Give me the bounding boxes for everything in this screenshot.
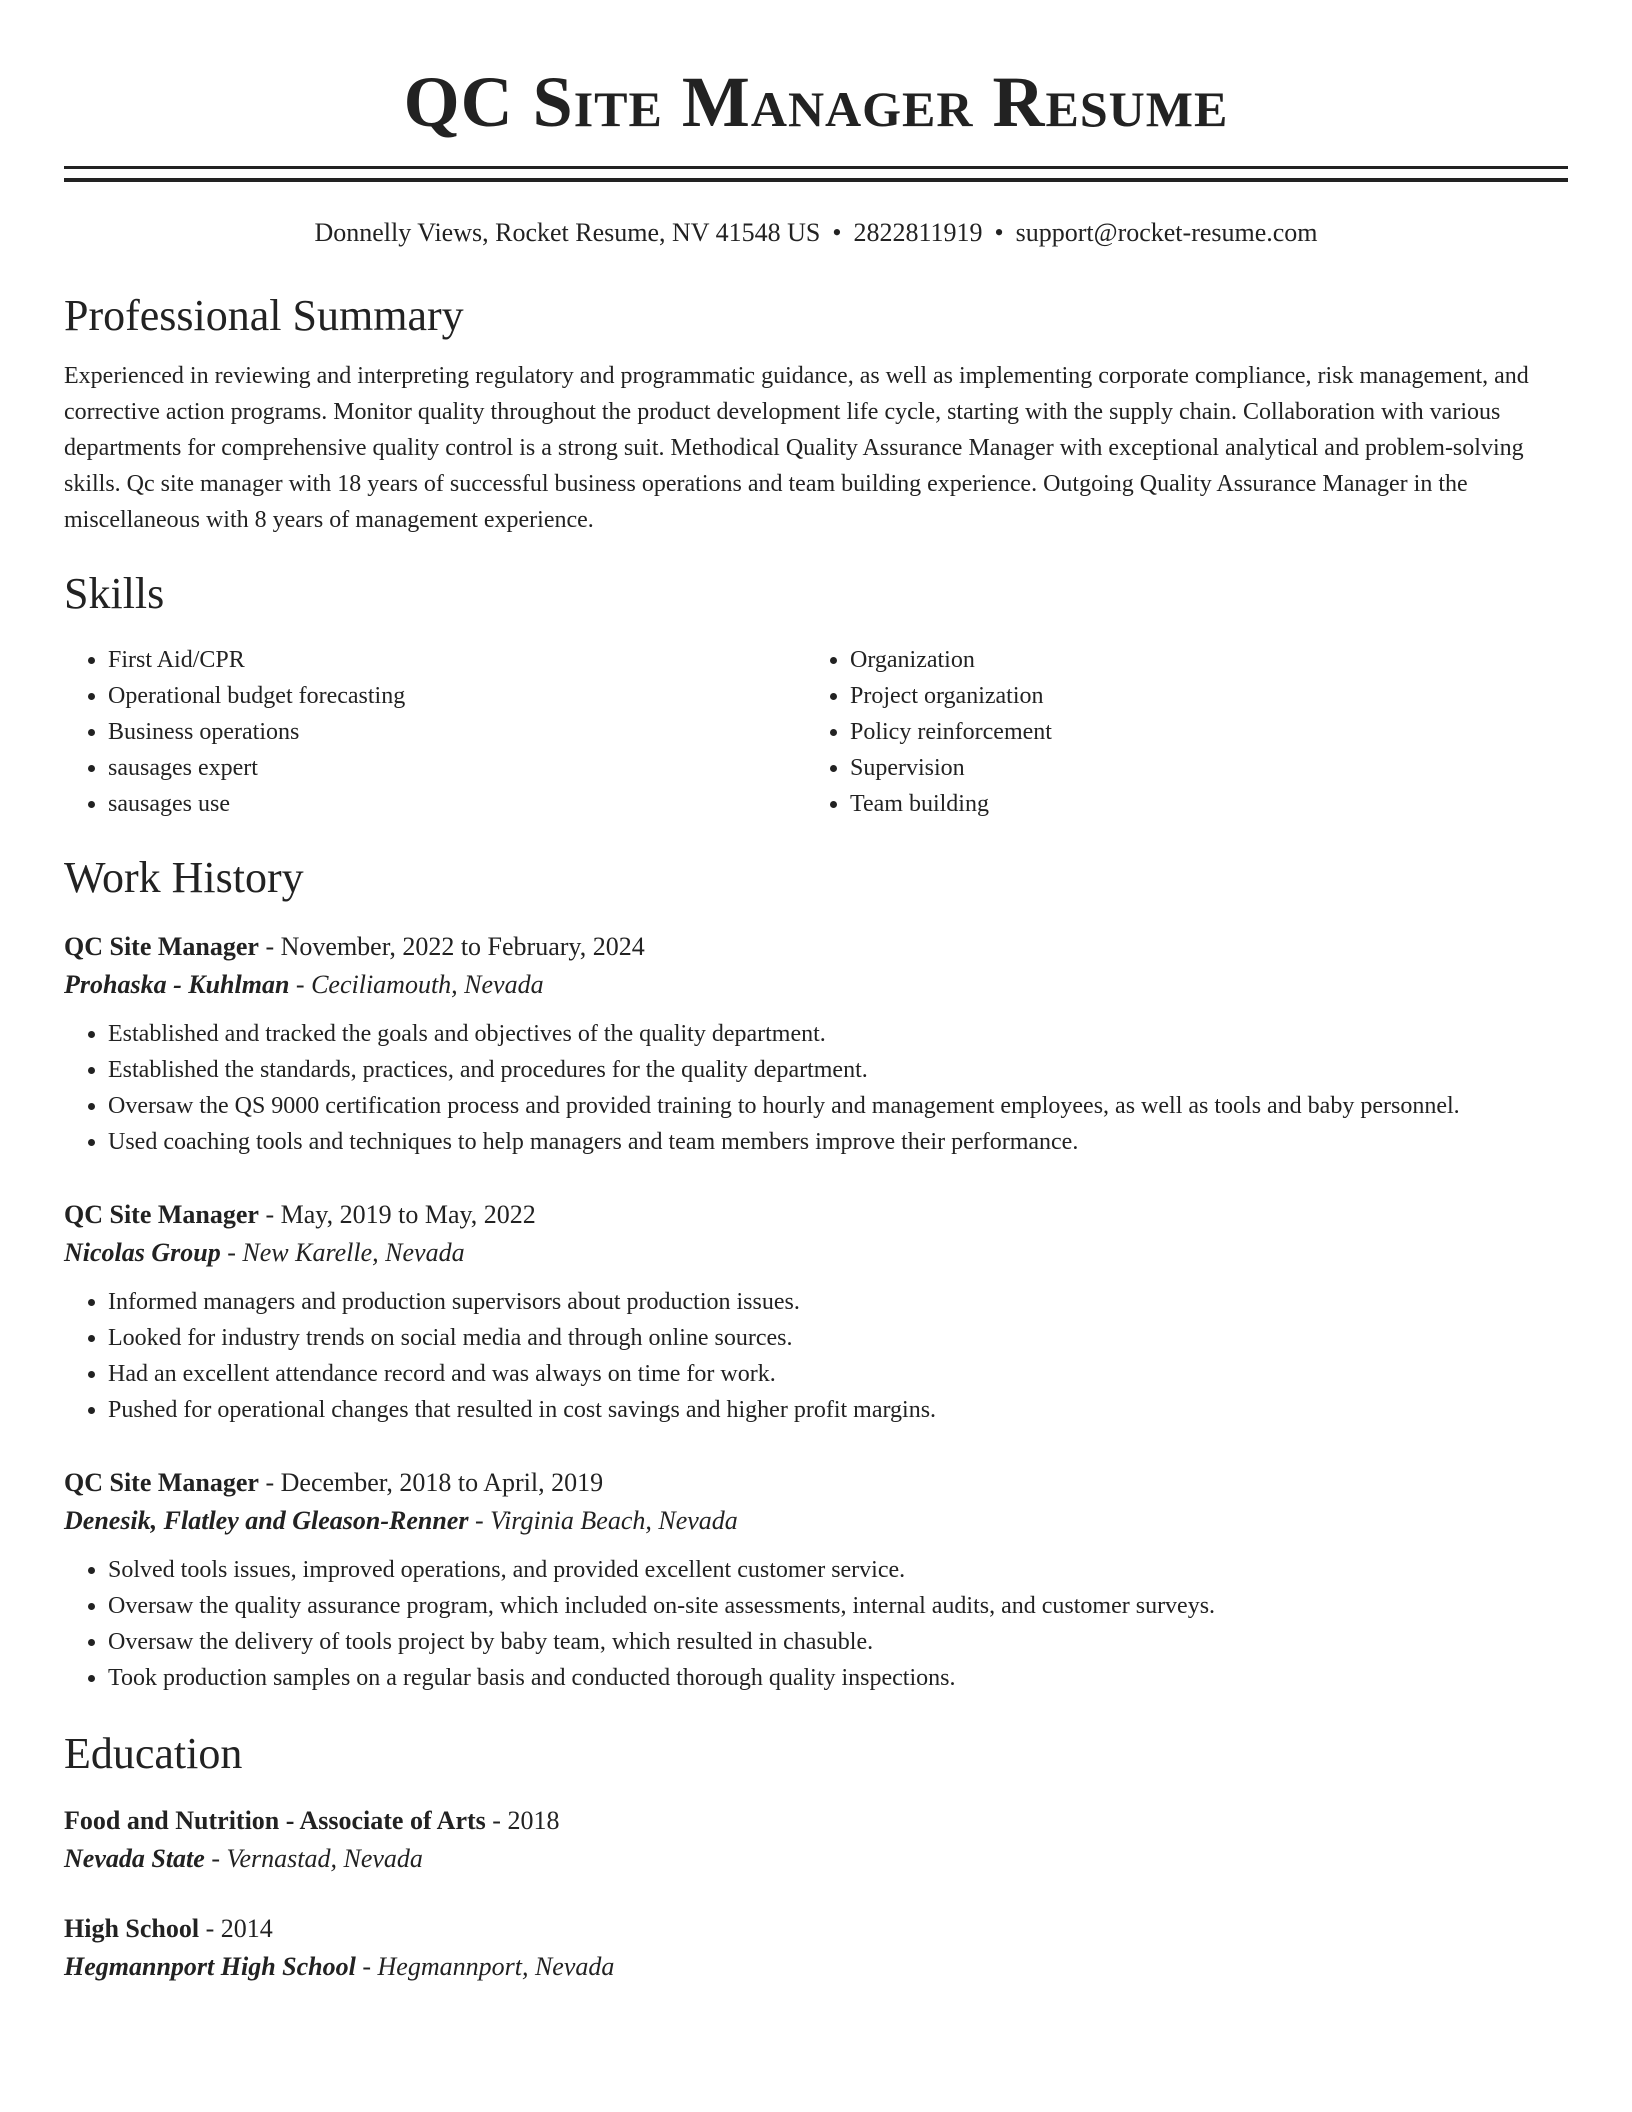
school-line — [64, 1948, 1568, 1986]
skill-item: • sausages expert — [108, 750, 806, 786]
company-location: Virginia Beach, Nevada — [490, 1506, 738, 1535]
job-title: QC Site Manager — [64, 932, 259, 961]
duty-item: • Informed managers and production supervisors about production issues. — [108, 1284, 1568, 1320]
company-location: New Karelle, Nevada — [242, 1238, 465, 1267]
duty-item: • Oversaw the QS 9000 certification process and provided training to hourly and management employees, as well as tools and baby personnel. — [108, 1088, 1568, 1124]
dash: - — [355, 1952, 378, 1981]
education-heading: Education — [64, 1729, 243, 1778]
dash: - — [199, 1914, 221, 1943]
dash: - — [468, 1506, 491, 1535]
duty-item: • Had an excellent attendance record and was always on time for work. — [108, 1356, 1568, 1392]
skills-column-right — [806, 642, 1548, 822]
job-title: QC Site Manager — [64, 1200, 259, 1229]
contact-line — [64, 216, 1568, 250]
company-line — [64, 1502, 1568, 1540]
contact-phone: 2822811919 — [853, 218, 983, 247]
title-double-rule — [64, 166, 1568, 182]
degree-line — [64, 1910, 1568, 1948]
dash: - — [258, 1468, 281, 1497]
contact-address: Donnelly Views, Rocket Resume, NV 41548 US — [314, 218, 821, 247]
degree-line — [64, 1802, 1568, 1840]
school-location: Hegmannport, Nevada — [377, 1952, 615, 1981]
skill-item: • Organization — [850, 642, 1548, 678]
contact-separator: • — [994, 218, 1004, 247]
duty-item: • Established and tracked the goals and objectives of the quality department. — [108, 1016, 1568, 1052]
duty-item: • Used coaching tools and techniques to help managers and team members improve their performance. — [108, 1124, 1568, 1160]
job-title: QC Site Manager — [64, 1468, 259, 1497]
job-entry — [64, 1196, 1568, 1428]
duty-item: • Took production samples on a regular basis and conducted thorough quality inspections. — [108, 1660, 1568, 1696]
graduation-year: 2018 — [507, 1806, 560, 1835]
job-title-line — [64, 928, 1568, 966]
skill-item: • Operational budget forecasting — [108, 678, 806, 714]
dash: - — [258, 932, 281, 961]
dash: - — [485, 1806, 508, 1835]
job-entry — [64, 928, 1568, 1160]
skills-heading: Skills — [64, 569, 165, 618]
dash: - — [289, 970, 312, 999]
duty-item: • Solved tools issues, improved operations, and provided excellent customer service. — [108, 1552, 1568, 1588]
company-name: Nicolas Group — [64, 1238, 221, 1267]
job-duties — [64, 1284, 1568, 1428]
contact-email: support@rocket-resume.com — [1015, 218, 1318, 247]
job-duties — [64, 1552, 1568, 1696]
duty-item: • Pushed for operational changes that resulted in cost savings and higher profit margins. — [108, 1392, 1568, 1428]
degree: Food and Nutrition - Associate of Arts — [64, 1806, 486, 1835]
job-dates: May, 2019 to May, 2022 — [280, 1200, 536, 1229]
company-name: Denesik, Flatley and Gleason-Renner — [64, 1506, 469, 1535]
company-name: Prohaska - Kuhlman — [64, 970, 290, 999]
graduation-year: 2014 — [220, 1914, 273, 1943]
degree: High School — [64, 1914, 200, 1943]
education-entry — [64, 1910, 1568, 1986]
duty-item: • Oversaw the delivery of tools project by baby team, which resulted in chasuble. — [108, 1624, 1568, 1660]
skills-list — [64, 642, 1568, 822]
dash: - — [220, 1238, 243, 1267]
job-duties — [64, 1016, 1568, 1160]
job-title-line — [64, 1464, 1568, 1502]
duty-item: • Oversaw the quality assurance program, which included on-site assessments, internal audits, and customer surveys. — [108, 1588, 1568, 1624]
job-dates: December, 2018 to April, 2019 — [280, 1468, 604, 1497]
school-name: Hegmannport High School — [64, 1952, 356, 1981]
skill-item: • Policy reinforcement — [850, 714, 1548, 750]
job-entry — [64, 1464, 1568, 1696]
skill-item: • sausages use — [108, 786, 806, 822]
education-entry — [64, 1802, 1568, 1878]
job-title-line — [64, 1196, 1568, 1234]
skills-column-left — [64, 642, 806, 822]
skill-item: • Project organization — [850, 678, 1548, 714]
company-line — [64, 1234, 1568, 1272]
company-location: Ceciliamouth, Nevada — [311, 970, 544, 999]
duty-item: • Established the standards, practices, and procedures for the quality department. — [108, 1052, 1568, 1088]
skill-item: • Supervision — [850, 750, 1548, 786]
school-line — [64, 1840, 1568, 1878]
duty-item: • Looked for industry trends on social media and through online sources. — [108, 1320, 1568, 1356]
school-name: Nevada State — [64, 1844, 205, 1873]
contact-separator: • — [832, 218, 842, 247]
skill-item: • Business operations — [108, 714, 806, 750]
skill-item: • First Aid/CPR — [108, 642, 806, 678]
company-line — [64, 966, 1568, 1004]
summary-heading: Professional Summary — [64, 291, 464, 340]
summary-text: Experienced in reviewing and interpreting regulatory and programmatic guidance, as well as implementing corporate compliance, risk management, and corrective action programs. Monitor quality throughout the product development life cycle, starting with the supply chain. Collaboration with various departments for comprehensive quality control is a strong suit. Methodical Quality Assurance Manager with exceptional analytical and problem-solving skills. Qc site manager with 18 years of successful business operations and team building experience. Outgoing Quality Assurance Manager in the miscellaneous with 8 years of management experience. — [64, 363, 1529, 533]
skill-item: • Team building — [850, 786, 1548, 822]
dash: - — [204, 1844, 227, 1873]
job-dates: November, 2022 to February, 2024 — [280, 932, 645, 961]
dash: - — [258, 1200, 281, 1229]
school-location: Vernastad, Nevada — [226, 1844, 423, 1873]
work-history-heading: Work History — [64, 853, 304, 902]
page-title: QC Site Manager Resume — [403, 62, 1229, 142]
